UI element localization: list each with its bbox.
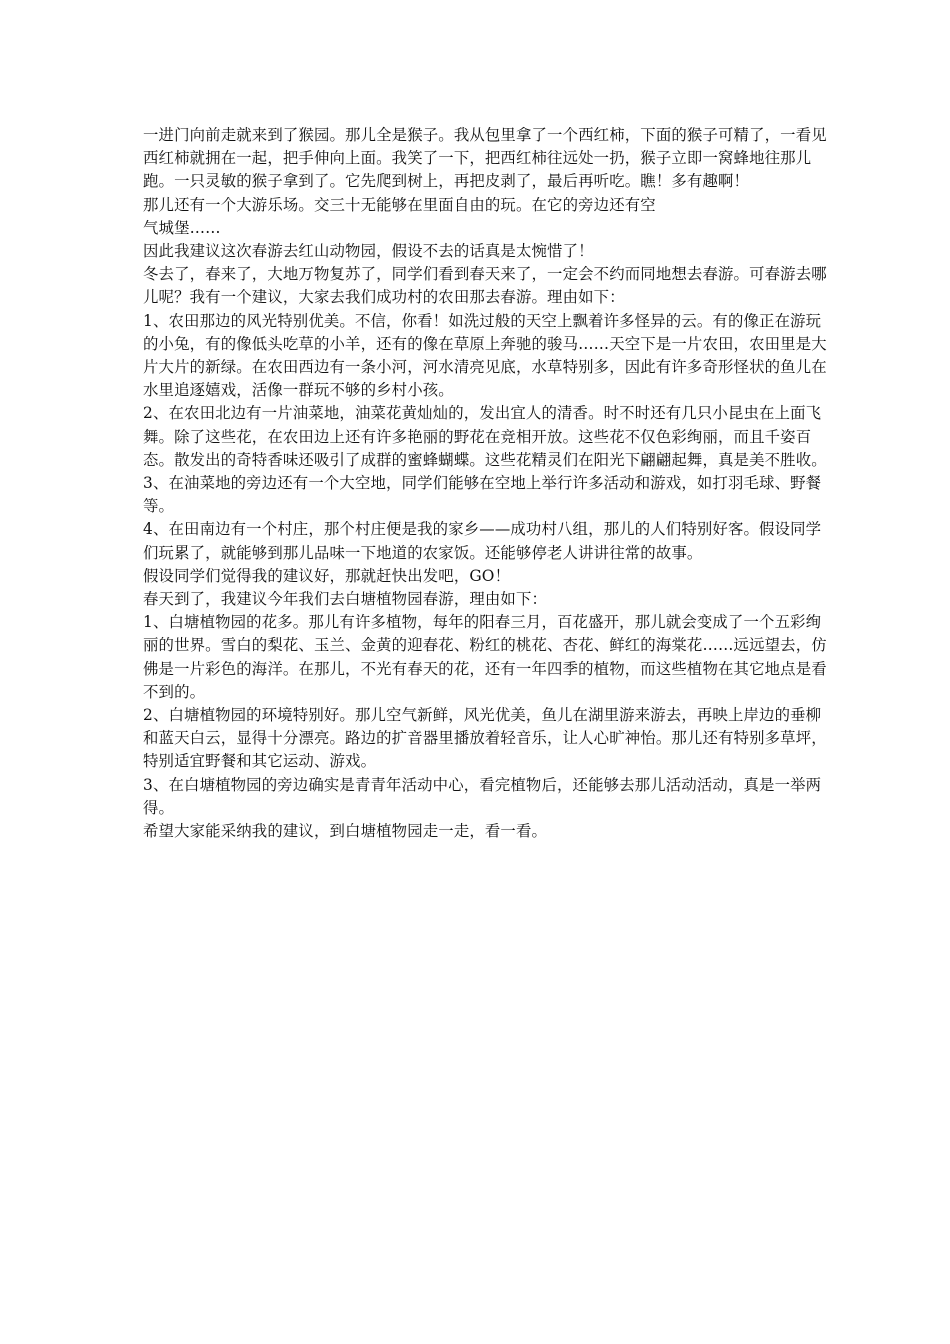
paragraph-zoo-conclusion: 因此我建议这次春游去红山动物园，假设不去的话真是太惋惜了！	[143, 242, 594, 261]
paragraph-farm-conclusion: 假设同学们觉得我的建议好，那就赶快出发吧，GO！	[143, 566, 511, 585]
paragraph-farm-reason-3: 3、在油菜地的旁边还有一个大空地，同学们能够在空地上举行许多活动和游戏，如打羽毛球、野餐等。	[143, 474, 822, 516]
paragraph-monkey-park: 一进门向前走就来到了猴园。那儿全是猴子。我从包里拿了一个西红柿，下面的猴子可精了，一看见西红柿就拥在一起，把手伸向上面。我笑了一下，把西红柿往远处一扔，猴子立即一窝蜂地往那儿跑。一只灵敏的猴子拿到了。它先爬到树上，再把皮剥了，最后再听吃。瞧！多有趣啊！	[143, 126, 827, 191]
paragraph-garden-conclusion: 希望大家能采纳我的建议，到白塘植物园走一走，看一看。	[143, 822, 548, 841]
paragraph-garden-reason-2: 2、白塘植物园的环境特别好。那儿空气新鲜，风光优美，鱼儿在湖里游来游去，再映上岸边的垂柳和蓝天白云，显得十分漂亮。路边的扩音器里播放着轻音乐，让人心旷神怡。那儿还有特别多草坪，特别适宜野餐和其它运动、游戏。	[143, 706, 827, 771]
document-body	[143, 124, 828, 843]
paragraph-farm-reason-4: 4、在田南边有一个村庄，那个村庄便是我的家乡——成功村八组，那儿的人们特别好客。假设同学们玩累了，就能够到那儿品味一下地道的农家饭。还能够停老人讲讲往常的故事。	[143, 520, 822, 562]
paragraph-playground: 那儿还有一个大游乐场。交三十无能够在里面自由的玩。在它的旁边还有空	[143, 195, 656, 214]
paragraph-garden-reason-1: 1、白塘植物园的花多。那儿有许多植物，每年的阳春三月，百花盛开，那儿就会变成了一个五彩绚丽的世界。雪白的梨花、玉兰、金黄的迎春花、粉红的桃花、杏花、鲜红的海棠花……远远望去，仿佛是一片彩色的海洋。在那儿，不光有春天的花，还有一年四季的植物，而这些植物在其它地点是看不到的。	[143, 613, 827, 701]
paragraph-farm-intro: 冬去了，春来了，大地万物复苏了，同学们看到春天来了，一定会不约而同地想去春游。可春游去哪儿呢？我有一个建议，大家去我们成功村的农田那去春游。理由如下：	[143, 265, 827, 307]
paragraph-garden-intro: 春天到了，我建议今年我们去白塘植物园春游，理由如下：	[143, 590, 548, 609]
paragraph-castle: 气城堡……	[143, 218, 221, 237]
paragraph-farm-reason-2: 2、在农田北边有一片油菜地，油菜花黄灿灿的，发出宜人的清香。时不时还有几只小昆虫在上面飞舞。除了这些花，在农田边上还有许多艳丽的野花在竞相开放。这些花不仅色彩绚丽，而且千姿百态。散发出的奇特香味还吸引了成群的蜜蜂蝴蝶。这些花精灵们在阳光下翩翩起舞，真是美不胜收。	[143, 404, 827, 469]
paragraph-garden-reason-3: 3、在白塘植物园的旁边确实是青青年活动中心，看完植物后，还能够去那儿活动活动，真是一举两得。	[143, 775, 822, 817]
paragraph-farm-reason-1: 1、农田那边的风光特别优美。不信，你看！如洗过般的天空上飘着许多怪异的云。有的像正在游玩的小兔，有的像低头吃草的小羊，还有的像在草原上奔驰的骏马……天空下是一片农田，农田里是大片大片的新绿。在农田西边有一条小河，河水清亮见底，水草特别多，因此有许多奇形怪状的鱼儿在水里追逐嬉戏，活像一群玩不够的乡村小孩。	[143, 311, 827, 400]
